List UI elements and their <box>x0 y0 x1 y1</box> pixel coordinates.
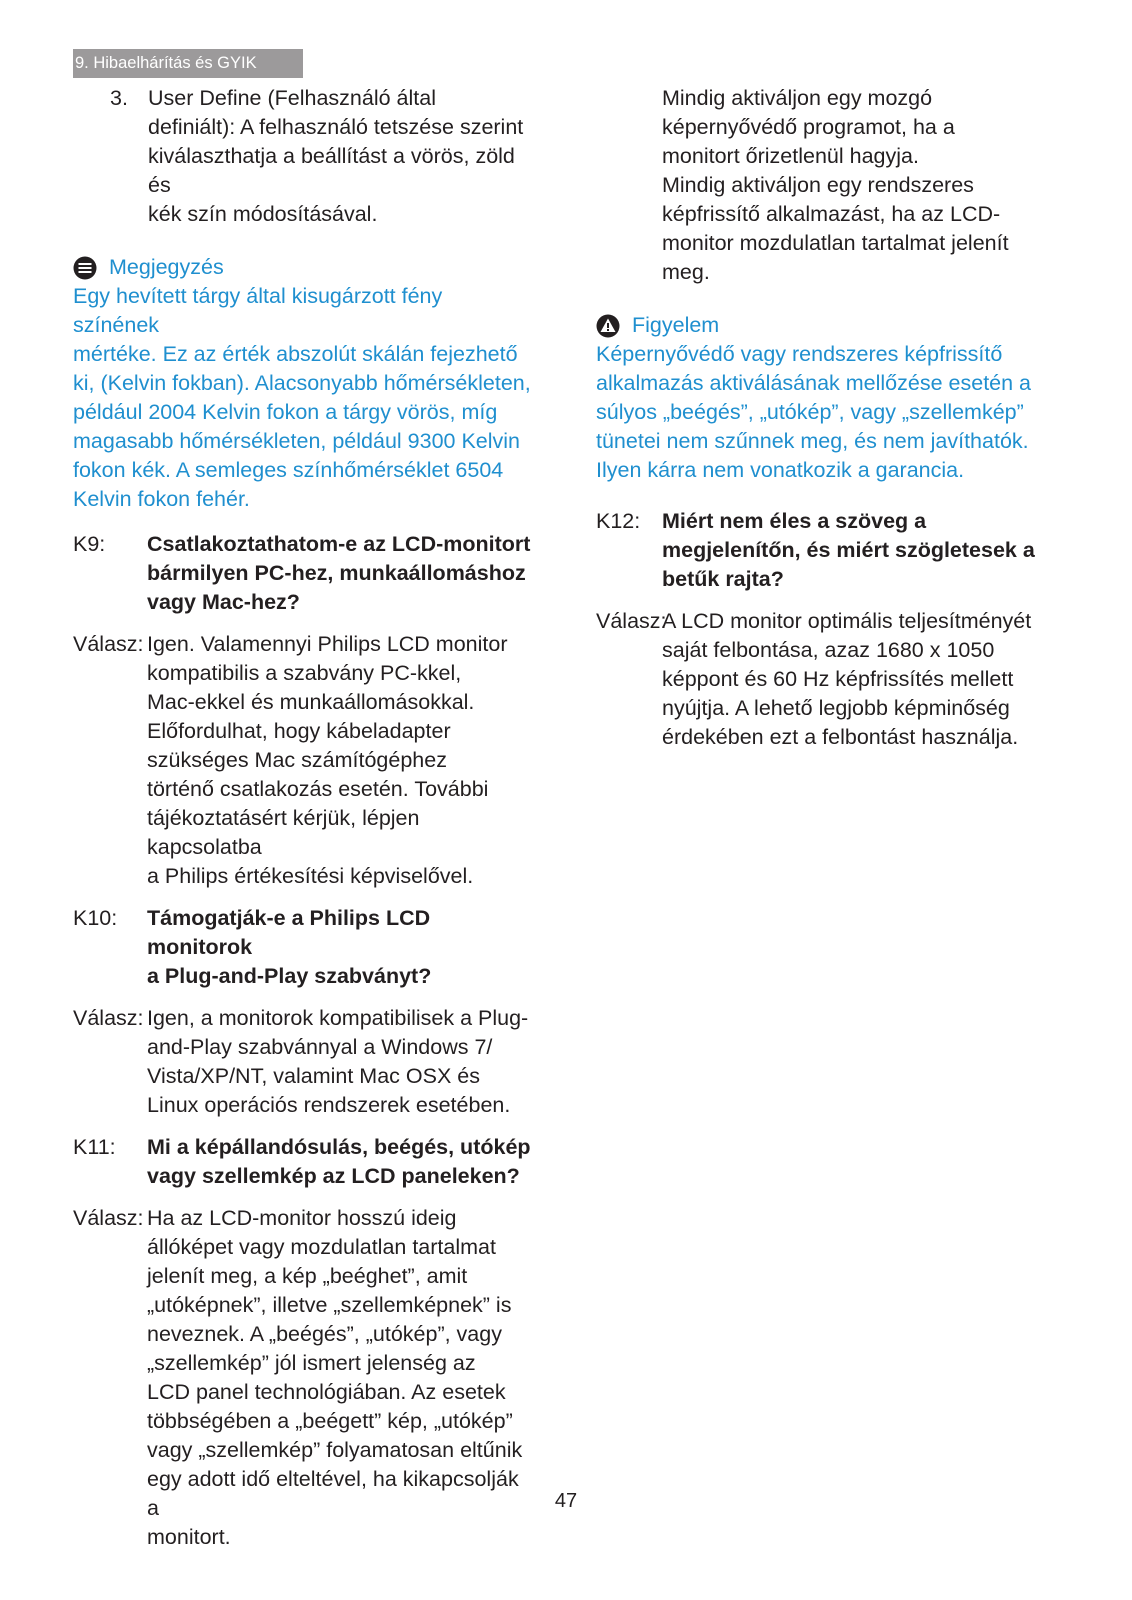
list-number: 3. <box>110 86 128 110</box>
answer-text: Ha az LCD-monitor hosszú ideig állóképet vagy mozdulatlan tartalmat jelenít meg, a kép „beéghet”, amit „utóképnek”, illetve „szellemképnek” is neveznek. A „beégés”, „utókép”, vagy „szellemkép” jól ismert jelenség az LCD panel technológiában. Az esetek többségében a „beégett” kép, „utókép” vagy „szellemkép” folyamatosan eltűnik egy adott idő elteltével, ha kikapcsolják a monitort. <box>147 1206 523 1549</box>
question-text: Csatlakoztathatom-e az LCD-monitort bármilyen PC-hez, munkaállomáshoz vagy Mac-hez? <box>147 532 531 614</box>
note-heading <box>73 253 533 282</box>
warning-heading <box>596 311 1066 340</box>
question-label: K11: <box>73 1135 116 1159</box>
answer-text: Igen. Valamennyi Philips LCD monitor kompatibilis a szabvány PC-kkel, Mac-ekkel és munkaállomásokkal. Előfordulhat, hogy kábeladapter szükséges Mac számítógéphez történő csatlakozás esetén. További tájékoztatásért kérjük, lépjen kapcsolatba a Philips értékesítési képviselővel. <box>147 632 508 888</box>
warning-title: Figyelem <box>632 313 720 337</box>
answer-k10 <box>73 1004 533 1120</box>
answer-label: Válasz: <box>596 609 667 633</box>
answer-label: Válasz: <box>73 1206 144 1230</box>
question-text: Miért nem éles a szöveg a megjelenítőn, és miért szögletesek a betűk rajta? <box>662 509 1035 591</box>
question-k12 <box>596 507 1066 594</box>
question-label: K12: <box>596 509 641 533</box>
question-k11 <box>73 1133 533 1191</box>
question-k9 <box>73 530 533 617</box>
question-text: Mi a képállandósulás, beégés, utókép vagy szellemkép az LCD paneleken? <box>147 1135 531 1188</box>
answer-k9 <box>73 630 533 891</box>
answer-label: Válasz: <box>73 632 144 656</box>
list-item-text: User Define (Felhasználó által definiált): A felhasználó tetszése szerint kiválaszthatja a beállítást a vörös, zöld és kék szín módosításával. <box>148 86 524 226</box>
question-label: K9: <box>73 532 106 556</box>
page-number: 47 <box>554 1490 578 1512</box>
note-text: Egy hevített tárgy által kisugárzott fény színének mértéke. Ez az érték abszolút skálán fejezhető ki, (Kelvin fokban). Alacsonyabb hőmérsékleten, például 2004 Kelvin fokon a tárgy vörös, míg magasabb hőmérsékleten, például 9300 Kelvin fokon kék. A semleges színhőmérséklet 6504 Kelvin fokon fehér. <box>73 284 531 511</box>
question-label: K10: <box>73 906 118 930</box>
note-title: Megjegyzés <box>109 255 224 279</box>
warning-block <box>596 311 1066 485</box>
warning-icon <box>596 314 620 338</box>
answer-text: A LCD monitor optimális teljesítményét saját felbontása, azaz 1680 x 1050 képpont és 60 Hz képfrissítés mellett nyújtja. A lehető legjobb képminőség érdekében ezt a felbontást használja. <box>662 609 1032 749</box>
section-tab: 9. Hibaelhárítás és GYIK <box>73 49 303 78</box>
answer-k12 <box>596 607 1066 752</box>
question-text: Támogatják-e a Philips LCD monitorok a Plug-and-Play szabványt? <box>147 906 432 988</box>
note-icon <box>73 256 97 280</box>
answer-text: Igen, a monitorok kompatibilisek a Plug- and-Play szabvánnyal a Windows 7/ Vista/XP/NT, valamint Mac OSX és Linux operációs rendszerek esetében. <box>147 1006 529 1117</box>
right-column <box>596 84 1066 752</box>
note-block <box>73 253 533 514</box>
question-k10 <box>73 904 533 991</box>
warning-text: Képernyővédő vagy rendszeres képfrissítő alkalmazás aktiválásának mellőzése esetén a súlyos „beégés”, „utókép”, vagy „szellemkép” tünetei nem szűnnek meg, és nem javíthatók. Ilyen kárra nem vonatkozik a garancia. <box>596 342 1032 482</box>
left-column <box>73 84 533 1552</box>
k11-answer-continued: Mindig aktiváljon egy mozgó képernyővédő programot, ha a monitort őrizetlenül hagyja. Mindig aktiváljon egy rendszeres képfrissítő alkalmazást, ha az LCD- monitor mozdulatlan tartalmat jelenít meg. <box>662 86 1009 284</box>
answer-label: Válasz: <box>73 1006 144 1030</box>
list-item-3 <box>73 84 533 229</box>
